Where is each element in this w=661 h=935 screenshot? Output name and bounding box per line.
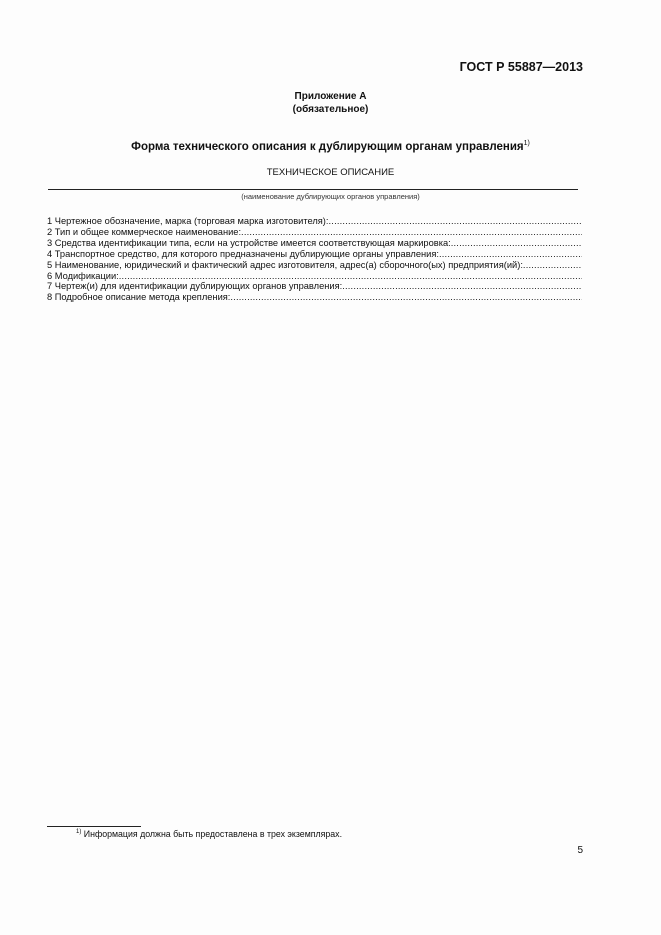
form-item-6: 6 Модификации: ..... <box>47 271 582 282</box>
name-fill-caption: (наименование дублирующих органов управления) <box>241 192 420 201</box>
annex-status: (обязательное) <box>292 104 369 115</box>
form-item-8: 8 Подробное описание метода крепления: ..... <box>47 292 582 303</box>
form-item-1: 1 Чертежное обозначение, марка (торговая марка изготовителя): ..... <box>47 216 582 227</box>
footnote-mark: 1) <box>76 829 82 835</box>
form-item-2: 2 Тип и общее коммерческое наименование: ..... <box>47 227 582 238</box>
tech-description-heading: ТЕХНИЧЕСКОЕ ОПИСАНИЕ <box>266 167 395 178</box>
annex-heading <box>0 90 661 116</box>
footnote <box>76 829 342 839</box>
fill-dots <box>523 260 582 271</box>
form-item-4: 4 Транспортное средство, для которого предназначены дублирующие органы управления: ..... <box>47 249 582 260</box>
page-number: 5 <box>577 845 583 856</box>
standard-code: ГОСТ Р 55887—2013 <box>459 60 583 74</box>
form-title <box>0 140 661 153</box>
form-item-5: 5 Наименование, юридический и фактический адрес изготовителя, адрес(а) сборочного(ых) предприятия(ий): ..... <box>47 260 582 271</box>
footnote-reference: 1) <box>523 140 530 147</box>
form-item-7: 7 Чертеж(и) для идентификации дублирующих органов управления: ..... <box>47 281 582 292</box>
form-title-text: Форма технического описания к дублирующим органам управления <box>131 141 524 153</box>
fill-dots <box>230 292 582 303</box>
fill-dots <box>342 281 582 292</box>
name-fill-line <box>48 189 578 190</box>
annex-title: Приложение А <box>294 91 367 102</box>
fill-dots <box>329 216 583 227</box>
footnote-text: Информация должна быть предоставлена в трех экземплярах. <box>81 829 343 839</box>
form-item-3: 3 Средства идентификации типа, если на устройстве имеется соответствующая маркировка: ..... <box>47 238 582 249</box>
form-items-list <box>47 216 582 303</box>
footnote-divider <box>47 826 141 827</box>
fill-dots <box>241 227 582 238</box>
fill-dots <box>119 271 582 282</box>
fill-dots <box>451 238 582 249</box>
fill-dots <box>439 249 582 260</box>
